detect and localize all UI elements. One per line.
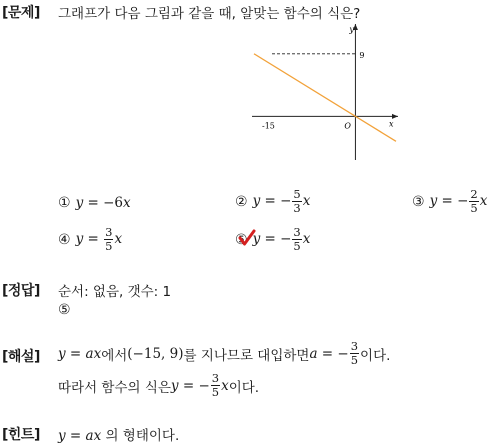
option-number: ⑤ bbox=[235, 232, 248, 248]
option-equation: y = − $\frac{2}{5}$ x bbox=[429, 187, 488, 215]
function-line bbox=[254, 54, 396, 142]
answer-line-1: 순서: 없음, 갯수: 1 bbox=[58, 284, 172, 300]
option-4[interactable] bbox=[58, 226, 122, 253]
option-equation: y = −6x bbox=[75, 195, 131, 211]
x-axis-label: x bbox=[389, 119, 394, 129]
question-text: 그래프가 다음 그림과 같을 때, 알맞는 함수의 식은? bbox=[58, 6, 361, 22]
hint-tag: [힌트] bbox=[2, 427, 40, 443]
option-equation: y = − $\frac{3}{5}$ x bbox=[252, 225, 311, 253]
origin-label: O bbox=[344, 121, 351, 131]
explanation-line-1: y = ax 에서 (−15, 9) 를 지나므로 대입하면 a = − $\frac{3}{5}$ 이다. bbox=[58, 339, 391, 367]
option-number: ① bbox=[58, 195, 71, 211]
option-number: ④ bbox=[58, 231, 71, 248]
option-number: ② bbox=[235, 193, 248, 210]
option-3[interactable] bbox=[412, 188, 487, 215]
function-graph bbox=[250, 22, 400, 162]
option-equation: y = − $\frac{5}{3}$ x bbox=[252, 187, 311, 215]
option-number: ③ bbox=[412, 193, 425, 210]
question-tag: [문제] bbox=[2, 5, 40, 21]
explanation-tag: [해설] bbox=[2, 349, 40, 365]
checkmark-icon bbox=[238, 229, 256, 247]
answer-line-2: ⑤ bbox=[58, 302, 71, 318]
option-2[interactable] bbox=[235, 188, 310, 215]
y-tick-label: 9 bbox=[359, 50, 365, 60]
answer-tag: [정답] bbox=[2, 283, 40, 299]
x-axis-arrow bbox=[392, 114, 398, 119]
y-axis-label: y bbox=[349, 25, 354, 34]
explanation-line-2: 따라서 함수의 식은 y = − $\frac{3}{5}$ x 이다. bbox=[58, 371, 260, 399]
option-equation: y = $\frac{3}{5}$ x bbox=[75, 225, 123, 253]
option-1[interactable] bbox=[58, 195, 131, 211]
x-tick-label: -15 bbox=[262, 121, 275, 131]
option-5[interactable] bbox=[235, 226, 310, 253]
hint-text: y = ax 의 형태이다. bbox=[58, 428, 180, 444]
